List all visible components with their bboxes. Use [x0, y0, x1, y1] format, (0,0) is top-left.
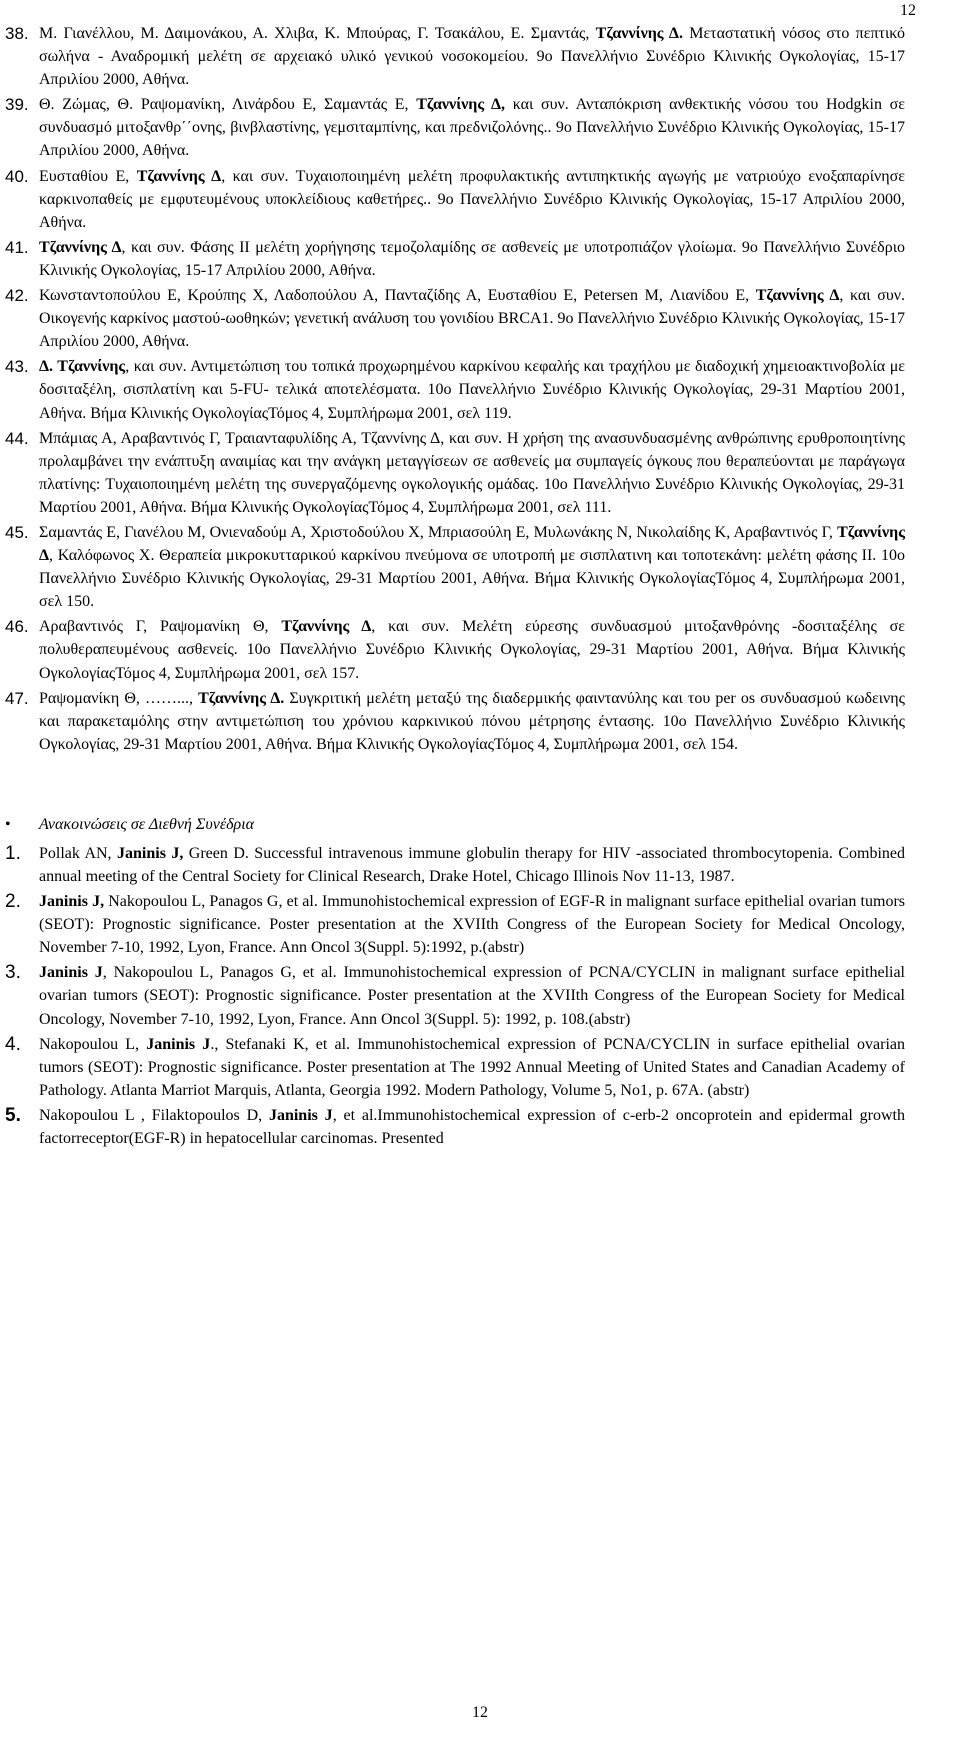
reference-text: Nakopoulou L, Janinis J., Stefanaki K, et al. Immunohistochemical expression of PCNA/CYCLIN in surface epithelial ovarian tumors (SEOT): Prognostic significance. Poster presentation at The 1992 Annual Meeting of United States and Canadian Academy of Pathology. Atlanta Marriot Marquis, Atlanta, Georgia 1992. Modern Pathology, Volume 5, No1, p. 67A. (abstr) [39, 1035, 906, 1099]
reference-number: 38. [5, 24, 29, 43]
reference-text: Αραβαντινός Γ, Ραψομανίκη Θ, Τζαννίνης Δ, και συν. Μελέτη εύρεσης συνδυασμού μιτοξανθρόνης -δοσιταξέλης σε πολυθεραπευμένους ασθενείς. 10ο Πανελλήνιο Συνέδριο Κλινικής Ογκολογίας, 29-31 Μαρτίου 2001, Αθήνα. Βήμα Κλινικής ΟγκολογίαςΤόμος 4, Συμπλήρωμα 2001, σελ 157. [39, 618, 905, 682]
reference-number: 40. [5, 166, 29, 186]
reference-text: Μ. Γιανέλλου, Μ. Δαιμονάκου, Α. Χλιβα, Κ. Μπούρας, Γ. Τσακάλου, Ε. Σμαντάς, Τζαννίνης Δ. Μεταστατική νόσος στο πεπτικό σωλήνα - Αναδρομική μελέτη σε αρχειακό υλικό γενικού νοσοκομείου. 9ο Πανελλήνιο Συνέδριο Κλινικής Ογκολογίας, 15-17 Απριλίου 2000, Αθήνα. [39, 25, 905, 89]
reference-item [5, 22, 905, 91]
reference-text: Janinis J, Nakopoulou L, Panagos G, et al. Immunohistochemical expression of EGF-R in malignant surface epithelial ovarian tumors (SEOT): Prognostic significance. Poster presentation at the XVIIth Congress of the European Society for Medical Oncology, November 7-10, 1992, Lyon, France. Ann Oncol 3(Suppl. 5):1992, p.(abstr) [39, 893, 906, 957]
reference-text: Μπάμιας Α, Αραβαντινός Γ, Τραιανταφυλίδης Α, Τζαννίνης Δ, και συν. Η χρήση της ανασυνδυασμένης ανθρώπινης ερυθροποιητίνης προλαμβάνει την ενάπτυξη αναιμίας και την ανάγκη μεταγγίσεων σε ασθενείς μα συμπαγείς όγκους που θεραπεύονται με παράγωγα πλατίνης: Τυχαιοποιημένη μελέτη της συνεργαζόμενης ογκολογικής ομάδας. 10ο Πανελλήνιο Συνέδριο Κλινικής Ογκολογίας, 29-31 Μαρτίου 2001, Αθήνα. Βήμα Κλινικής ΟγκολογίαςΤόμος 4, Συμπλήρωμα 2001, σελ 111. [39, 429, 905, 516]
reference-text: Τζαννίνης Δ, και συν. Φάσης ΙΙ μελέτη χορήγησης τεμοζολαμίδης σε ασθενείς με υποτροπιάζον γλοίωμα. 9ο Πανελλήνιο Συνέδριο Κλινικής Ογκολογίας, 15-17 Απριλίου 2000, Αθήνα. [39, 238, 906, 279]
reference-text: Ευσταθίου Ε, Τζαννίνης Δ, και συν. Τυχαιοποιημένη μελέτη προφυλακτικής αντιπηκτικής αγωγής με νατριούχο ενοξαπαρίνησε καρκινοπαθείς με εμφυτευμένους υποκλείδιους καθετήρες.. 9ο Πανελλήνιο Συνέδριο Κλινικής Ογκολογίας, 15-17 Απριλίου 2000, Αθήνα. [39, 167, 905, 231]
reference-number: 2. [5, 891, 21, 913]
page-number-top: 12 [900, 2, 916, 19]
reference-item [5, 615, 905, 684]
reference-item [5, 284, 905, 353]
reference-item [5, 236, 905, 282]
reference-number: 39. [5, 95, 29, 115]
reference-number: 41. [5, 237, 29, 257]
reference-number: 42. [5, 286, 29, 306]
reference-item [5, 427, 905, 519]
reference-item [5, 890, 905, 959]
reference-item [5, 961, 905, 1030]
section-title: Ανακοινώσεις σε Διεθνή Συνέδρια [39, 815, 255, 833]
reference-item [5, 842, 905, 888]
reference-text: Θ. Ζώμας, Θ. Ραψομανίκη, Λινάρδου Ε, Σαμαντάς Ε, Τζαννίνης Δ, και συν. Ανταπόκριση ανθεκτικής νόσου του Hodgkin σε συνδυασμό μιτοξανθρ΄΄ονης, βινβλαστίνης, γεμσιταμπίνης, και πρεδνιζολόνης.. 9ο Πανελλήνιο Συνέδριο Κλινικής Ογκολογίας, 15-17 Απριλίου 2000, Αθήνα. [39, 96, 906, 160]
reference-item [5, 355, 905, 424]
reference-number: 43. [5, 357, 29, 377]
reference-text: Δ. Τζαννίνης, και συν. Αντιμετώπιση του τοπικά προχωρημένου καρκίνου κεφαλής και τραχήλου με διαδοχική χημειοακτινοβολία με δοσιταξέλη, σισπλατίνη και 5-FU- τελικά αποτελέσματα. 10ο Πανελλήνιο Συνέδριο Κλινικής Ογκολογίας, 29-31 Μαρτίου 2001, Αθήνα. Βήμα Κλινικής ΟγκολογίαςΤόμος 4, Συμπλήρωμα 2001, σελ 119. [39, 358, 905, 422]
reference-item [5, 165, 905, 234]
reference-number: 45. [5, 522, 29, 542]
reference-number: 44. [5, 428, 29, 448]
reference-number: 46. [5, 617, 29, 637]
reference-number: 47. [5, 688, 29, 708]
reference-text: Janinis J, Nakopoulou L, Panagos G, et al. Immunohistochemical expression of PCNA/CYCLIN in malignant surface epithelial ovarian tumors (SEOT): Prognostic significance. Poster presentation at the XVIIth Congress of the European Society for Medical Oncology, November 7-10, 1992, Lyon, France. Ann Oncol 3(Suppl. 5): 1992, p. 108.(abstr) [39, 964, 906, 1028]
international-section-heading [5, 814, 905, 836]
reference-text: Nakopoulou L , Filaktopoulos D, Janinis J, et al.Immunohistochemical expression of c-erb-2 oncoprotein and epidermal growth factorreceptor(EGF-R) in hepatocellular carcinomas. Presented [39, 1106, 906, 1148]
reference-item [5, 687, 905, 756]
international-conference-list [5, 842, 905, 1150]
reference-item [5, 1033, 905, 1102]
reference-number: 4. [5, 1033, 21, 1055]
reference-item [5, 1104, 905, 1150]
reference-item [5, 521, 905, 613]
reference-text: Ραψομανίκη Θ, ……..., Τζαννίνης Δ. Συγκριτική μελέτη μεταξύ της διαδερμικής φαιντανύλης και του per os συνδυασμού κωδεινης και παρακεταμόλης στην αντιμετώπιση του χρόνιου καρκινικού πόνου μέτρησης έντασης. 10ο Πανελλήνιο Συνέδριο Κλινικής Ογκολογίας, 29-31 Μαρτίου 2001, Αθήνα. Βήμα Κλινικής ΟγκολογίαςΤόμος 4, Συμπλήρωμα 2001, σελ 154. [39, 689, 905, 753]
reference-number: 1. [5, 842, 21, 864]
reference-item [5, 93, 905, 162]
document-body [5, 22, 905, 1150]
reference-text: Σαμαντάς Ε, Γιανέλου Μ, Ονιεναδούμ Α, Χριστοδούλου Χ, Μπριασούλη Ε, Μυλωνάκης Ν, Νικολαίδης Κ, Αραβαντινός Γ, Τζαννίνης Δ, Καλόφωνος Χ. Θεραπεία μικροκυτταρικού καρκίνου πνεύμονα σε υποτροπή με σισπλατινη και τοποτεκάνη: μελέτη φάσης ΙΙ. 10ο Πανελλήνιο Συνέδριο Κλινικής Ογκολογίας, 29-31 Μαρτίου 2001, Αθήνα. Βήμα Κλινικής ΟγκολογίαςΤόμος 4, Συμπλήρωμα 2001, σελ 150. [39, 523, 905, 611]
bullet-icon: • [5, 815, 11, 833]
greek-conference-list [5, 22, 905, 756]
reference-number: 3. [5, 962, 21, 984]
reference-number: 5. [5, 1104, 21, 1126]
reference-text: Pollak AN, Janinis J, Green D. Successful intravenous immune globulin therapy for HIV -associated thrombocytopenia. Combined annual meeting of the Central Society for Clinical Research, Drake Hotel, Chicago Illinois Nov 11-13, 1987. [39, 844, 906, 885]
page-number-bottom: 12 [472, 1704, 488, 1721]
reference-text: Κωνσταντοπούλου Ε, Κρούπης Χ, Λαδοπούλου Α, Πανταζίδης Α, Ευσταθίου Ε, Petersen M, Λιανίδου Ε, Τζαννίνης Δ, και συν. Οικογενής καρκίνος μαστού-ωοθηκών; γενετική ανάλυση του γονιδίου BRCA1. 9ο Πανελλήνιο Συνέδριο Κλινικής Ογκολογίας, 15-17 Απριλίου 2000, Αθήνα. [39, 287, 905, 351]
